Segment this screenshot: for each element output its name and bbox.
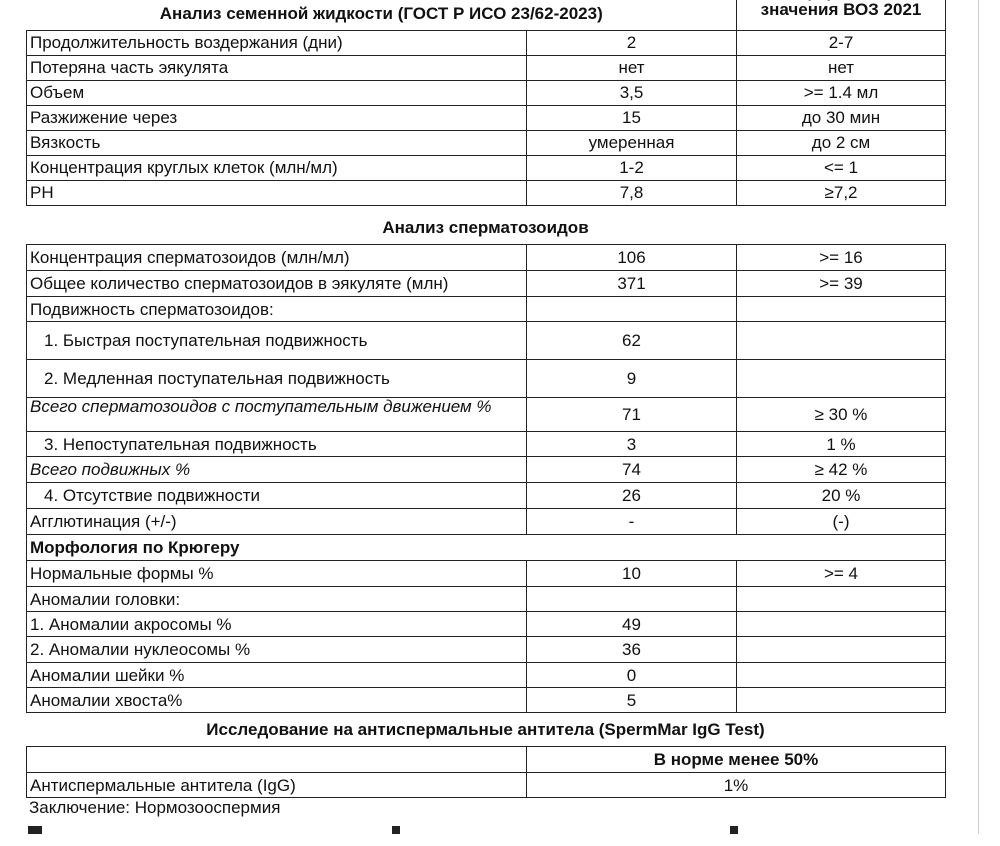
- sperm-row-reference: [737, 297, 946, 322]
- sperm-row-reference: (-): [737, 509, 946, 535]
- sperm-row-reference: [737, 322, 946, 360]
- semen-table-header: [27, 0, 946, 30]
- semen-row-label: Продолжительность воздержания (дни): [27, 30, 527, 55]
- sperm-row-value: 3: [527, 432, 737, 457]
- sperm-row-reference: ≥ 30 %: [737, 398, 946, 432]
- sperm-analysis-table: [26, 244, 946, 713]
- semen-row-label: Разжижение через: [27, 105, 527, 130]
- sperm-row-value: -: [527, 509, 737, 535]
- sperm-row-label: Аномалии шейки %: [27, 663, 527, 688]
- sperm-row-value: 371: [527, 271, 737, 297]
- semen-row-value: умеренная: [527, 130, 737, 155]
- semen-row-reference: <= 1: [737, 155, 946, 180]
- semen-analysis-table: [26, 0, 946, 206]
- cut-off-next-line: [28, 826, 748, 846]
- sperm-row: [27, 483, 946, 509]
- sperm-row-label: Аномалии хвоста%: [27, 688, 527, 713]
- sperm-row: [27, 612, 946, 637]
- semen-row: [27, 180, 946, 205]
- semen-row-label: Концентрация круглых клеток (млн/мл): [27, 155, 527, 180]
- sperm-row-label: Концентрация сперматозоидов (млн/мл): [27, 245, 527, 271]
- semen-row-label: Потеряна часть эякулята: [27, 55, 527, 80]
- sperm-row: [27, 509, 946, 535]
- sperm-row-label: 3. Непоступательная подвижность: [27, 432, 527, 457]
- semen-row: [27, 80, 946, 105]
- sperm-row-value: 74: [527, 457, 737, 483]
- sperm-row-label: 1. Аномалии акросомы %: [27, 612, 527, 637]
- sperm-row: [27, 271, 946, 297]
- antibody-row-label: Антиспермальные антитела (IgG): [27, 773, 527, 798]
- sperm-row-label: Аномалии головки:: [27, 587, 527, 612]
- semen-row: [27, 105, 946, 130]
- semen-row: [27, 130, 946, 155]
- sperm-row-reference: 20 %: [737, 483, 946, 509]
- sperm-row-value: 62: [527, 322, 737, 360]
- semen-row: [27, 55, 946, 80]
- sperm-row-value: 26: [527, 483, 737, 509]
- sperm-row-value: 10: [527, 561, 737, 587]
- sperm-row: [27, 245, 946, 271]
- antibody-row-value: 1%: [527, 773, 946, 798]
- sperm-row: [27, 535, 946, 561]
- sperm-row: [27, 398, 946, 432]
- sperm-row-value: 106: [527, 245, 737, 271]
- sperm-row-label: Агглютинация (+/-): [27, 509, 527, 535]
- sperm-row-reference: 1 %: [737, 432, 946, 457]
- sperm-row-reference: [737, 637, 946, 663]
- semen-row-value: 7,8: [527, 180, 737, 205]
- sperm-row-value: 0: [527, 663, 737, 688]
- reference-header-line2: значения ВОЗ 2021: [760, 0, 922, 19]
- antibody-header-empty: [27, 747, 527, 773]
- sperm-row-reference: >= 4: [737, 561, 946, 587]
- sperm-row: [27, 432, 946, 457]
- semen-row-reference: до 2 см: [737, 130, 946, 155]
- sperm-row-reference: [737, 360, 946, 398]
- sperm-row-label: Общее количество сперматозоидов в эякуляте (млн): [27, 271, 527, 297]
- semen-row-label: PH: [27, 180, 527, 205]
- semen-row-label: Объем: [27, 80, 527, 105]
- sperm-row-label: 2. Медленная поступательная подвижность: [27, 360, 527, 398]
- sperm-row-reference: [737, 587, 946, 612]
- sperm-row-label: 4. Отсутствие подвижности: [27, 483, 527, 509]
- sperm-row: [27, 297, 946, 322]
- semen-row-value: 2: [527, 30, 737, 55]
- sperm-row-reference: [737, 612, 946, 637]
- semen-table-title: Анализ семенной жидкости (ГОСТ Р ИСО 23/62-2023): [27, 0, 737, 30]
- sperm-row: [27, 637, 946, 663]
- sperm-row: [27, 457, 946, 483]
- sperm-row: [27, 360, 946, 398]
- antibody-header-row: [27, 747, 946, 773]
- semen-row-reference: ≥7,2: [737, 180, 946, 205]
- sperm-row-reference: [737, 663, 946, 688]
- sperm-row-label: Всего сперматозоидов с поступательным движением %: [27, 398, 527, 432]
- semen-row-value: 1-2: [527, 155, 737, 180]
- semen-row-reference: >= 1.4 мл: [737, 80, 946, 105]
- semen-row: [27, 30, 946, 55]
- sperm-row-value: 49: [527, 612, 737, 637]
- semen-row-label: Вязкость: [27, 130, 527, 155]
- reference-header: [737, 0, 946, 30]
- sperm-row-value: 5: [527, 688, 737, 713]
- antibody-norm-header: В норме менее 50%: [527, 747, 946, 773]
- sperm-row-reference: >= 16: [737, 245, 946, 271]
- sperm-section-title: Анализ сперматозоидов: [382, 218, 589, 237]
- sperm-row-value: 71: [527, 398, 737, 432]
- sperm-row-value: [527, 587, 737, 612]
- sperm-row: [27, 322, 946, 360]
- semen-row-value: 15: [527, 105, 737, 130]
- antibody-section-title: Исследование на антиспермальные антитела (SpermMar IgG Test): [206, 720, 765, 739]
- sperm-row-label: 1. Быстрая поступательная подвижность: [27, 322, 527, 360]
- antibody-row: [27, 773, 946, 798]
- semen-row-reference: до 30 мин: [737, 105, 946, 130]
- sperm-row-reference: >= 39: [737, 271, 946, 297]
- sperm-row-label: Всего подвижных %: [27, 457, 527, 483]
- semen-row-value: 3,5: [527, 80, 737, 105]
- sperm-row: [27, 561, 946, 587]
- sperm-row-label: Морфология по Крюгеру: [27, 535, 946, 561]
- semen-row-reference: нет: [737, 55, 946, 80]
- sperm-row-label: Подвижность сперматозоидов:: [27, 297, 527, 322]
- sperm-row-value: [527, 297, 737, 322]
- sperm-row-reference: [737, 688, 946, 713]
- semen-row-value: нет: [527, 55, 737, 80]
- antibody-table: [26, 746, 946, 798]
- sperm-row-value: 36: [527, 637, 737, 663]
- sperm-row-reference: ≥ 42 %: [737, 457, 946, 483]
- semen-row-reference: 2-7: [737, 30, 946, 55]
- sperm-row-label: 2. Аномалии нуклеосомы %: [27, 637, 527, 663]
- sperm-row: [27, 587, 946, 612]
- sperm-row-label: Нормальные формы %: [27, 561, 527, 587]
- sperm-row: [27, 688, 946, 713]
- sperm-row: [27, 663, 946, 688]
- conclusion-text: Заключение: Нормозооспермия: [29, 798, 281, 817]
- semen-row: [27, 155, 946, 180]
- sperm-row-value: 9: [527, 360, 737, 398]
- page-edge-divider: [978, 0, 979, 834]
